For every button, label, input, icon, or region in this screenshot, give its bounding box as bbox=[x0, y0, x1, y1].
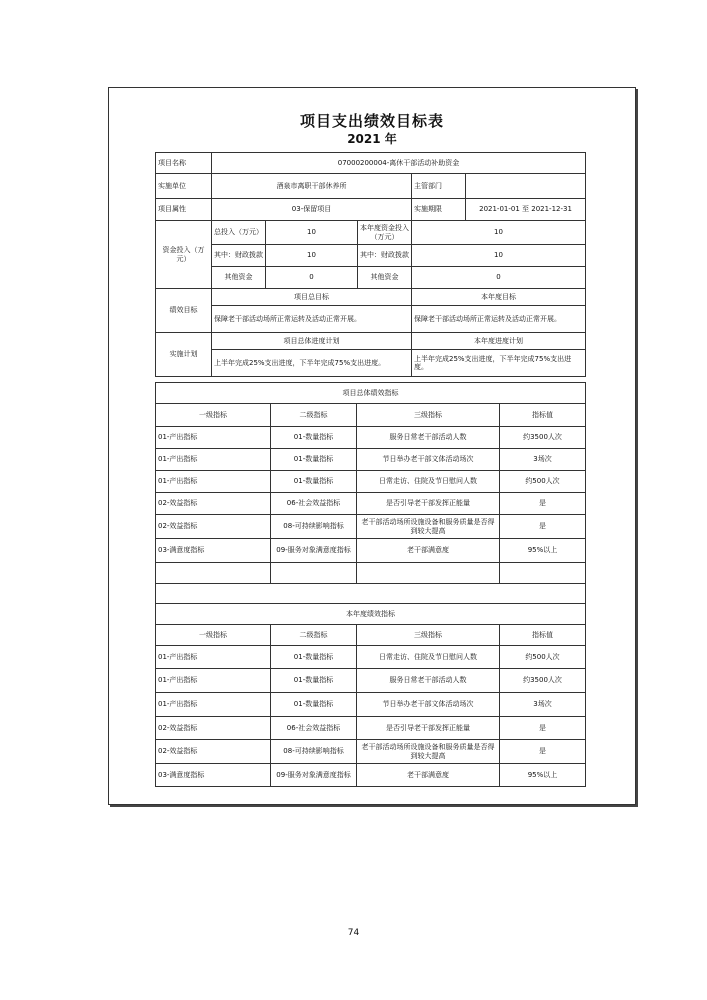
overall-level2-cell: 01-数量指标 bbox=[271, 471, 357, 493]
plan-overall-header: 项目总体进度计划 bbox=[212, 333, 412, 350]
table-row bbox=[156, 717, 586, 740]
year-value-cell: 95%以上 bbox=[500, 764, 586, 787]
overall-level2-cell: 01-数量指标 bbox=[271, 449, 357, 471]
goals-overall-text: 保障老干部活动场所正常运转及活动正常开展。 bbox=[212, 306, 412, 333]
overall-level1-cell: 01-产出指标 bbox=[156, 449, 271, 471]
plan-year-header: 本年度进度计划 bbox=[412, 333, 586, 350]
label-unit: 实施单位 bbox=[156, 174, 212, 199]
label-year-funds: 本年度资金投入（万元） bbox=[358, 221, 412, 245]
table-row bbox=[156, 693, 586, 717]
goals-year-text: 保障老干部活动场所正常运转及活动正常开展。 bbox=[412, 306, 586, 333]
overall-value-cell: 是 bbox=[500, 493, 586, 515]
table-row bbox=[156, 669, 586, 693]
overall-header-level1: 一级指标 bbox=[156, 404, 271, 427]
label-attr: 项目属性 bbox=[156, 199, 212, 221]
year-level2-cell: 01-数量指标 bbox=[271, 693, 357, 717]
year-header-level3: 三级指标 bbox=[357, 625, 500, 646]
overall-value-cell: 95%以上 bbox=[500, 539, 586, 563]
year-value-cell: 3场次 bbox=[500, 693, 586, 717]
value-other: 0 bbox=[266, 267, 358, 289]
value-project-name: 07000200004-离休干部活动补助资金 bbox=[212, 153, 586, 174]
label-period: 实施期限 bbox=[412, 199, 466, 221]
year-level2-cell: 01-数量指标 bbox=[271, 646, 357, 669]
label-total: 总投入（万元） bbox=[212, 221, 266, 245]
plan-overall-text: 上半年完成25%支出进度，下半年完成75%支出进度。 bbox=[212, 350, 412, 377]
row-goals-text bbox=[156, 306, 586, 333]
page-title: 项目支出绩效目标表 bbox=[299, 112, 444, 130]
label-project-name: 项目名称 bbox=[156, 153, 212, 174]
overall-level3-cell: 节日举办老干部文体活动场次 bbox=[357, 449, 500, 471]
value-period: 2021-01-01 至 2021-12-31 bbox=[466, 199, 586, 221]
overall-section-title: 项目总体绩效指标 bbox=[156, 383, 586, 404]
overall-level3-cell: 是否引导老干部发挥正能量 bbox=[357, 493, 500, 515]
overall-level3-cell: 老干部活动场所设施设备和服务质量是否得到较大提高 bbox=[357, 515, 500, 539]
year-level3-cell: 日常走访、住院及节日慰问人数 bbox=[357, 646, 500, 669]
value-attr: 03-保留项目 bbox=[212, 199, 412, 221]
label-other: 其他资金 bbox=[212, 267, 266, 289]
year-heading: 2021 年 bbox=[347, 132, 397, 146]
year-level3-cell: 服务日常老干部活动人数 bbox=[357, 669, 500, 693]
empty-row bbox=[156, 563, 586, 584]
overall-value-cell: 3场次 bbox=[500, 449, 586, 471]
overall-header-level2: 二级指标 bbox=[271, 404, 357, 427]
label-goals: 绩效目标 bbox=[156, 289, 212, 333]
label-year-fin: 其中：财政拨款 bbox=[358, 245, 412, 267]
overall-header-value: 指标值 bbox=[500, 404, 586, 427]
value-unit: 酒泉市离职干部休养所 bbox=[212, 174, 412, 199]
year-value-cell: 是 bbox=[500, 740, 586, 764]
label-funds: 资金投入（万元） bbox=[156, 221, 212, 289]
table-row bbox=[156, 539, 586, 563]
year-level3-cell: 老干部活动场所设施设备和服务质量是否得到较大提高 bbox=[357, 740, 500, 764]
row-unit bbox=[156, 174, 586, 199]
row-plan-header bbox=[156, 333, 586, 350]
row-funds-fin bbox=[156, 245, 586, 267]
label-plan: 实施计划 bbox=[156, 333, 212, 377]
value-year-other: 0 bbox=[412, 267, 586, 289]
page-number: 74 bbox=[347, 928, 360, 938]
year-level1-cell: 01-产出指标 bbox=[156, 693, 271, 717]
year-header-level2: 二级指标 bbox=[271, 625, 357, 646]
table-row bbox=[156, 515, 586, 539]
indicators-table bbox=[155, 382, 586, 787]
overall-level1-cell: 02-效益指标 bbox=[156, 515, 271, 539]
overall-level3-cell: 日常走访、住院及节日慰问人数 bbox=[357, 471, 500, 493]
goals-overall-header: 项目总目标 bbox=[212, 289, 412, 306]
year-level1-cell: 02-效益指标 bbox=[156, 717, 271, 740]
overall-level3-cell: 服务日常老干部活动人数 bbox=[357, 427, 500, 449]
label-fin: 其中：财政拨款 bbox=[212, 245, 266, 267]
year-level3-cell: 老干部满意度 bbox=[357, 764, 500, 787]
overall-level1-cell: 01-产出指标 bbox=[156, 427, 271, 449]
overall-value-cell: 约500人次 bbox=[500, 471, 586, 493]
year-section-title: 本年度绩效指标 bbox=[156, 604, 586, 625]
year-level2-cell: 09-服务对象满意度指标 bbox=[271, 764, 357, 787]
overall-level2-cell: 08-可持续影响指标 bbox=[271, 515, 357, 539]
year-header-value: 指标值 bbox=[500, 625, 586, 646]
row-plan-text bbox=[156, 350, 586, 377]
spacer-row bbox=[156, 584, 586, 604]
overall-header-row bbox=[156, 404, 586, 427]
year-header-row bbox=[156, 625, 586, 646]
year-level3-cell: 节日举办老干部文体活动场次 bbox=[357, 693, 500, 717]
table-row bbox=[156, 764, 586, 787]
overall-level2-cell: 09-服务对象满意度指标 bbox=[271, 539, 357, 563]
overall-level1-cell: 02-效益指标 bbox=[156, 493, 271, 515]
year-level2-cell: 08-可持续影响指标 bbox=[271, 740, 357, 764]
value-total: 10 bbox=[266, 221, 358, 245]
year-level1-cell: 01-产出指标 bbox=[156, 669, 271, 693]
overall-section-title-row bbox=[156, 383, 586, 404]
row-funds-total bbox=[156, 221, 586, 245]
table-row bbox=[156, 493, 586, 515]
year-header-level1: 一级指标 bbox=[156, 625, 271, 646]
year-level3-cell: 是否引导老干部发挥正能量 bbox=[357, 717, 500, 740]
overall-value-cell: 约3500人次 bbox=[500, 427, 586, 449]
year-value-cell: 是 bbox=[500, 717, 586, 740]
row-project-name bbox=[156, 153, 586, 174]
overall-level1-cell: 01-产出指标 bbox=[156, 471, 271, 493]
overall-header-level3: 三级指标 bbox=[357, 404, 500, 427]
value-dept bbox=[466, 174, 586, 199]
year-level2-cell: 01-数量指标 bbox=[271, 669, 357, 693]
year-level1-cell: 02-效益指标 bbox=[156, 740, 271, 764]
year-section-title-row bbox=[156, 604, 586, 625]
row-attr bbox=[156, 199, 586, 221]
year-level2-cell: 06-社会效益指标 bbox=[271, 717, 357, 740]
overall-level2-cell: 06-社会效益指标 bbox=[271, 493, 357, 515]
label-year-other: 其他资金 bbox=[358, 267, 412, 289]
plan-year-text: 上半年完成25%支出进度，下半年完成75%支出进度。 bbox=[412, 350, 586, 377]
value-year-funds: 10 bbox=[412, 221, 586, 245]
goals-year-header: 本年度目标 bbox=[412, 289, 586, 306]
value-fin: 10 bbox=[266, 245, 358, 267]
overall-value-cell: 是 bbox=[500, 515, 586, 539]
overall-level1-cell: 03-满意度指标 bbox=[156, 539, 271, 563]
year-level1-cell: 01-产出指标 bbox=[156, 646, 271, 669]
year-value-cell: 约500人次 bbox=[500, 646, 586, 669]
performance-table bbox=[155, 152, 586, 377]
table-row bbox=[156, 646, 586, 669]
value-year-fin: 10 bbox=[412, 245, 586, 267]
table-row bbox=[156, 449, 586, 471]
year-level1-cell: 03-满意度指标 bbox=[156, 764, 271, 787]
label-dept: 主管部门 bbox=[412, 174, 466, 199]
table-row bbox=[156, 740, 586, 764]
overall-level2-cell: 01-数量指标 bbox=[271, 427, 357, 449]
table-row bbox=[156, 471, 586, 493]
year-value-cell: 约3500人次 bbox=[500, 669, 586, 693]
overall-level3-cell: 老干部满意度 bbox=[357, 539, 500, 563]
table-row bbox=[156, 427, 586, 449]
row-funds-other bbox=[156, 267, 586, 289]
row-goals-header bbox=[156, 289, 586, 306]
